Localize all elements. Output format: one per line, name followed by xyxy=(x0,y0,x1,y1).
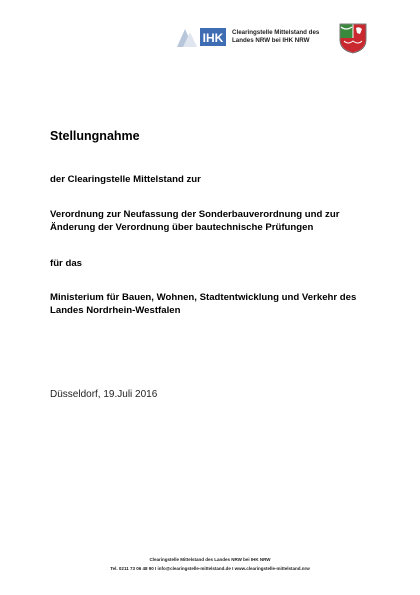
header-org-line2: Landes NRW bei IHK NRW xyxy=(232,37,310,44)
regulation-line2: Änderung der Verordnung über bautechnische Prüfungen xyxy=(50,222,314,233)
ministry-name xyxy=(50,291,356,317)
footer-contact: Tel. 0211 73 06 48 90 I info@clearingstelle-mittelstand.de I www.clearingstelle-mittelstand.nrw xyxy=(110,566,310,571)
ministry-line2: Landes Nordrhein-Westfalen xyxy=(50,305,181,316)
footer-org: Clearingstelle Mittelstand des Landes NRW bei IHK NRW xyxy=(149,557,271,562)
document-title: Stellungnahme xyxy=(50,129,140,143)
clearing-line: der Clearingstelle Mittelstand zur xyxy=(50,174,201,185)
regulation-line1: Verordnung zur Neufassung der Sonderbauverordnung und zur xyxy=(50,209,340,220)
header-org-name xyxy=(232,29,319,45)
fuer-line: für das xyxy=(50,258,82,269)
header-org-line1: Clearingstelle Mittelstand des xyxy=(232,29,320,36)
ihk-logo-text: IHK xyxy=(202,31,224,45)
document-date: Düsseldorf, 19.Juli 2016 xyxy=(50,389,158,400)
ihk-logo xyxy=(175,26,227,48)
ministry-line1: Ministerium für Bauen, Wohnen, Stadtentwicklung und Verkehr des xyxy=(50,292,357,303)
regulation-title xyxy=(50,208,339,234)
nrw-crest-icon xyxy=(338,22,368,54)
